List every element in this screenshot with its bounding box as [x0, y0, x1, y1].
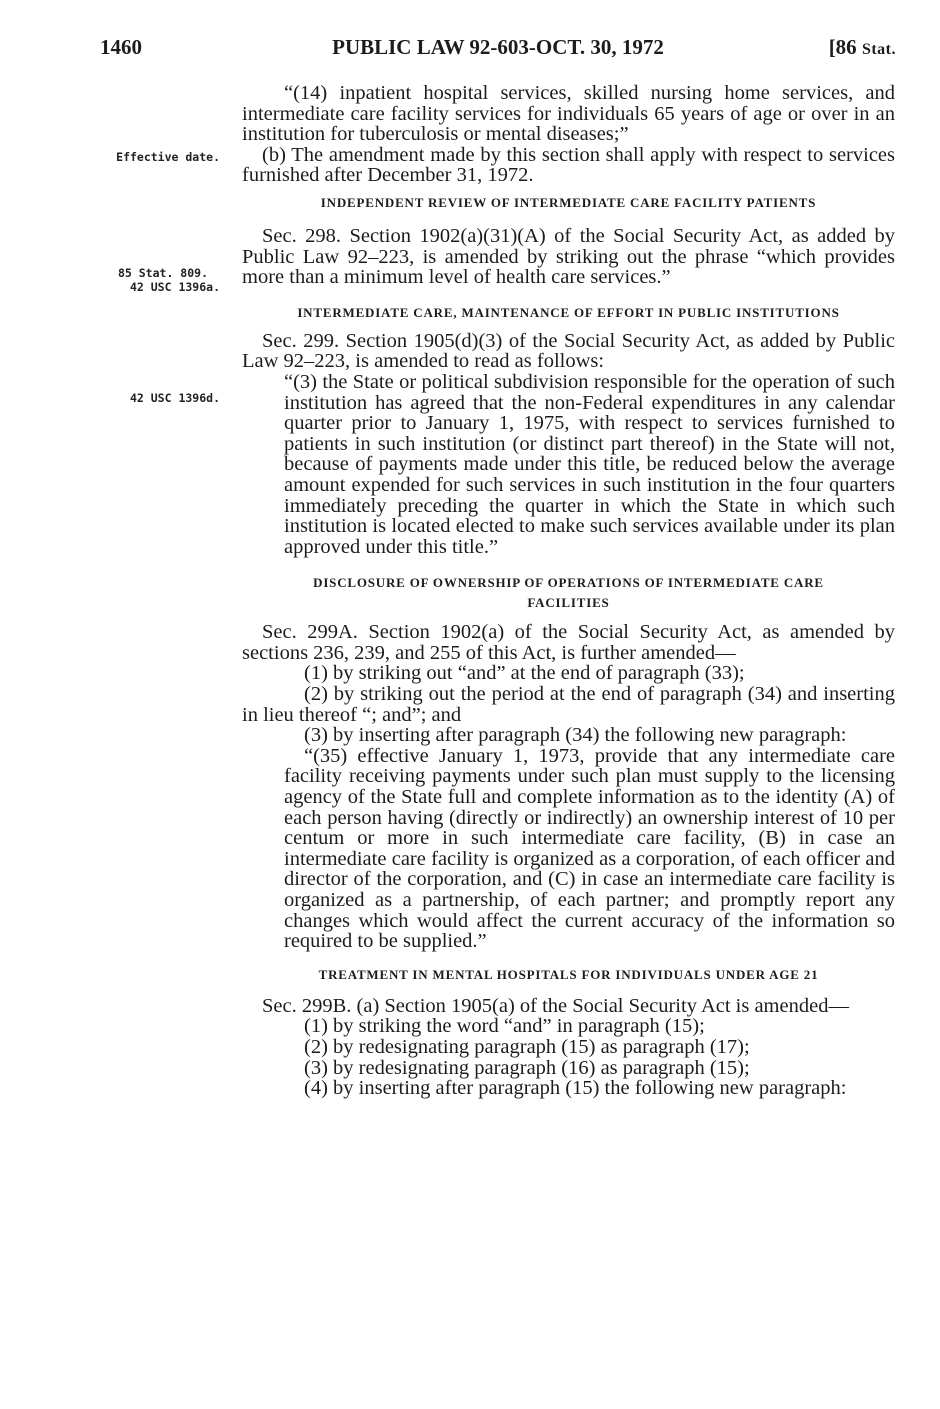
margin-note-usc-1396d: 42 USC 1396d. — [129, 391, 220, 405]
section-299-quote: “(3) the State or political subdivision responsible for the operation of such institution has agreed that the non-Federal expenditures in any calendar quarter prior to January 1, 1975, with respect to services furnished to patients in such institution (or distinct part thereof) in the State will not, because of payments made under this title, be reduced below the average amount expended for such services in such institution in the four quarters immediately preceding the quarter in which the State in which such institution is located elected to make such services available under its plan approved under this title.” — [284, 370, 895, 558]
section-299a-item-2: (2) by striking out the period at the end of paragraph (34) and inserting in lieu thereof “; and”; and — [242, 683, 895, 726]
document-body — [242, 83, 895, 1099]
section-298: Sec. 298. Section 1902(a)(31)(A) of the Social Security Act, as added by Public Law 92–223, is amended by striking out the phrase “which provides more than a minimum level of health care services.” — [242, 224, 895, 289]
margin-note-usc-1396a: 42 USC 1396a. — [129, 280, 220, 294]
paragraph-effective-date: (b) The amendment made by this section shall apply with respect to services furnished after December 31, 1972. — [242, 143, 895, 187]
section-299: Sec. 299. Section 1905(d)(3) of the Social Security Act, as added by Public Law 92–223, is amended to read as follows: — [242, 329, 895, 373]
section-heading: INTERMEDIATE CARE, MAINTENANCE OF EFFORT IN PUBLIC INSTITUTIONS — [297, 304, 840, 320]
section-heading: TREATMENT IN MENTAL HOSPITALS FOR INDIVIDUALS UNDER AGE 21 — [318, 966, 819, 982]
section-299b-item-3: (3) by redesignating paragraph (16) as paragraph (15); — [304, 1056, 750, 1079]
header-title: PUBLIC LAW 92-603-OCT. 30, 1972 — [332, 35, 664, 59]
section-299a-quote: “(35) effective January 1, 1973, provide that any intermediate care facility receiving payments under such plan must supply to the licensing agency of the State full and complete information as to the identity (A) of each person having (directly or indirectly) an ownership interest of 10 per centum or more in such intermediate care facility, (B) in case an intermediate care facility is organized as a corporation, of each officer and director of the corporation, and (C) in case an intermediate care facility is organized as a partnership, of each partner; and promptly report any changes which would affect the current accuracy of the information so required to be supplied.” — [284, 744, 895, 953]
section-heading: DISCLOSURE OF OWNERSHIP OF OPERATIONS OF INTERMEDIATE CARE FACILITIES — [313, 575, 824, 611]
margin-note-stat-809: 85 Stat. 809. — [117, 266, 208, 280]
section-299b-item-2: (2) by redesignating paragraph (15) as paragraph (17); — [304, 1035, 750, 1058]
section-299b-item-4: (4) by inserting after paragraph (15) the following new paragraph: — [304, 1077, 847, 1100]
section-299b-item-1: (1) by striking the word “and” in paragraph (15); — [304, 1015, 705, 1038]
running-header — [100, 32, 896, 62]
section-heading: INDEPENDENT REVIEW OF INTERMEDIATE CARE FACILITY PATIENTS — [320, 194, 817, 210]
section-299a-item-1: (1) by striking out “and” at the end of paragraph (33); — [304, 662, 745, 685]
section-299a: Sec. 299A. Section 1902(a) of the Social Security Act, as amended by sections 236, 239, and 255 of this Act, is further amended— — [242, 621, 895, 664]
volume-reference: [86 Stat. — [828, 35, 896, 59]
margin-note-effective-date: Effective date. — [116, 150, 220, 164]
page-number: 1460 — [100, 35, 142, 59]
paragraph-14-quote: “(14) inpatient hospital services, skilled nursing home services, and intermediate care facility services for individuals 65 years of age or over in an institution for tuberculosis or mental diseases;” — [242, 82, 895, 146]
section-299a-item-3: (3) by inserting after paragraph (34) the following new paragraph: — [304, 724, 847, 747]
section-299b: Sec. 299B. (a) Section 1905(a) of the Social Security Act is amended— — [262, 994, 849, 1017]
